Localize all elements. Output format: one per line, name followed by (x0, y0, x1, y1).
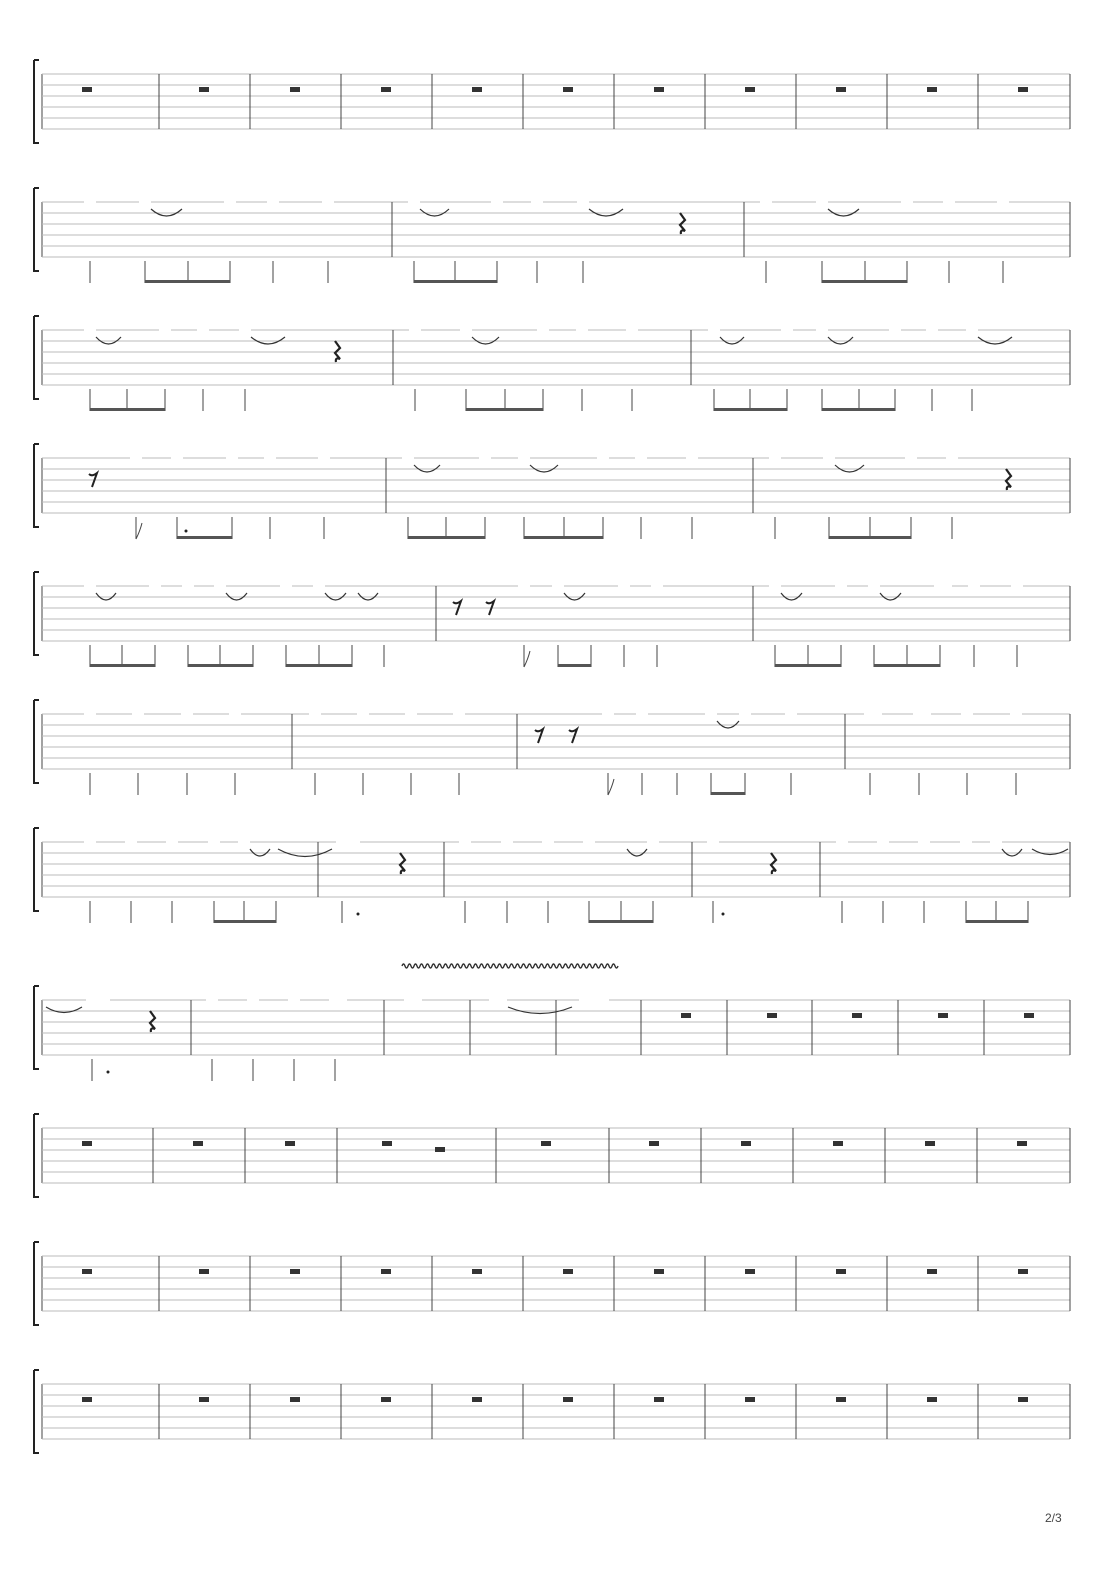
whole-rest (472, 1269, 482, 1274)
fret-background (946, 451, 958, 464)
system-bracket (34, 1242, 39, 1325)
whole-rest (836, 87, 846, 92)
whole-rest (1018, 1269, 1028, 1274)
system-bracket (34, 572, 39, 655)
fret-background (405, 707, 417, 720)
fret-background (769, 451, 781, 464)
whole-rest (767, 1013, 777, 1018)
fret-background (705, 707, 717, 720)
fret-background (226, 451, 238, 464)
beam (558, 664, 591, 667)
fret-background (618, 579, 630, 592)
dot (357, 913, 360, 916)
fret-background (309, 707, 321, 720)
beam (466, 408, 543, 411)
beam (775, 664, 841, 667)
fret-background (926, 323, 938, 336)
fret-background (130, 451, 142, 464)
system-bracket (34, 986, 39, 1069)
tie (1032, 849, 1068, 855)
fret-background (864, 707, 882, 720)
note-flag (136, 523, 142, 539)
whole-rest (193, 1141, 203, 1146)
fret-background (537, 323, 549, 336)
fret-background (267, 195, 279, 208)
beam (214, 920, 276, 923)
whole-rest (1017, 1141, 1027, 1146)
fret-background (166, 835, 178, 848)
page-number: 2/3 (1045, 1511, 1062, 1525)
beam (966, 920, 1028, 923)
fret-background (836, 835, 848, 848)
whole-rest (472, 87, 482, 92)
fret-background (409, 323, 421, 336)
system-bracket (34, 188, 39, 271)
whole-rest (654, 1397, 664, 1402)
whole-rest (1018, 87, 1028, 92)
whole-rest (649, 1141, 659, 1146)
fret-background (208, 835, 220, 848)
beam (286, 664, 352, 667)
whole-rest (654, 1269, 664, 1274)
fret-background (943, 195, 955, 208)
fret-background (329, 993, 347, 1006)
beam (90, 408, 165, 411)
whole-rest (745, 1269, 755, 1274)
fret-background (460, 323, 472, 336)
whole-rest (927, 87, 937, 92)
beam (822, 408, 895, 411)
whole-rest (1024, 1013, 1034, 1018)
fret-background (159, 323, 171, 336)
fret-background (238, 835, 250, 848)
fret-background (84, 195, 96, 208)
tie (46, 1007, 82, 1013)
beam (829, 536, 911, 539)
note-flag (608, 779, 614, 795)
fret-background (182, 579, 194, 592)
whole-rest (927, 1269, 937, 1274)
fret-background (336, 835, 360, 848)
whole-rest (199, 1269, 209, 1274)
vibrato-wave (402, 964, 618, 968)
whole-rest (82, 1397, 92, 1402)
fret-background (686, 451, 698, 464)
beam (408, 536, 485, 539)
system-bracket (34, 316, 39, 399)
fret-background (489, 993, 507, 1006)
fret-background (171, 451, 183, 464)
fret-background (313, 579, 325, 592)
fret-background (651, 579, 663, 592)
whole-rest (199, 1397, 209, 1402)
fret-background (918, 835, 930, 848)
fret-background (901, 195, 913, 208)
fret-background (479, 451, 491, 464)
fret-background (84, 323, 96, 336)
fret-background (84, 835, 96, 848)
fret-background (597, 451, 609, 464)
beam (145, 280, 230, 283)
whole-rest (654, 87, 664, 92)
fret-background (453, 707, 465, 720)
fret-background (823, 451, 835, 464)
whole-rest (290, 87, 300, 92)
fret-background (905, 451, 917, 464)
fret-background (576, 323, 588, 336)
fret-background (785, 707, 797, 720)
whole-rest (381, 87, 391, 92)
beam (414, 280, 497, 283)
system-bracket (34, 444, 39, 527)
fret-background (1011, 579, 1023, 592)
whole-rest (199, 87, 209, 92)
whole-rest (82, 1269, 92, 1274)
fret-background (889, 323, 901, 336)
fret-background (132, 707, 144, 720)
whole-rest (1018, 1397, 1028, 1402)
fret-background (760, 195, 772, 208)
fret-background (583, 835, 595, 848)
dot (185, 530, 188, 533)
whole-rest (927, 1397, 937, 1402)
fret-background (835, 579, 847, 592)
whole-rest (382, 1141, 392, 1146)
whole-rest (852, 1013, 862, 1018)
whole-rest (836, 1269, 846, 1274)
whole-rest (833, 1141, 843, 1146)
fret-background (961, 707, 973, 720)
fret-background (518, 579, 530, 592)
fret-background (214, 579, 226, 592)
beam (822, 280, 907, 283)
fret-background (459, 835, 471, 848)
fret-background (84, 707, 96, 720)
whole-rest (381, 1269, 391, 1274)
fret-background (280, 579, 292, 592)
fret-background (239, 323, 251, 336)
fret-background (990, 835, 1002, 848)
fret-background (139, 195, 151, 208)
beam (711, 792, 745, 795)
fret-background (769, 579, 781, 592)
beam (874, 664, 940, 667)
fret-background (84, 579, 96, 592)
fret-background (402, 451, 414, 464)
fret-background (913, 707, 931, 720)
system-bracket (34, 60, 39, 143)
fret-background (552, 579, 564, 592)
fret-background (960, 835, 972, 848)
beam (589, 920, 653, 923)
fret-background (739, 707, 751, 720)
fret-background (125, 835, 137, 848)
fret-background (1010, 707, 1022, 720)
fret-background (579, 993, 609, 1006)
whole-rest (285, 1141, 295, 1146)
fret-background (86, 993, 110, 1006)
whole-rest (745, 87, 755, 92)
tie (508, 1007, 572, 1014)
beam (90, 664, 155, 667)
fret-background (318, 451, 330, 464)
fret-background (322, 195, 334, 208)
dot (107, 1071, 110, 1074)
fret-background (577, 195, 589, 208)
fret-background (816, 323, 828, 336)
system-bracket (34, 828, 39, 911)
fret-background (816, 195, 828, 208)
whole-rest (290, 1269, 300, 1274)
beam (524, 536, 603, 539)
whole-rest (82, 1141, 92, 1146)
fret-background (636, 707, 648, 720)
fret-background (602, 707, 614, 720)
fret-background (197, 323, 209, 336)
fret-background (518, 451, 530, 464)
fret-background (626, 323, 638, 336)
fret-background (404, 993, 422, 1006)
whole-rest (472, 1397, 482, 1402)
fret-background (968, 579, 980, 592)
system-bracket (34, 700, 39, 783)
whole-rest (745, 1397, 755, 1402)
fret-background (635, 451, 647, 464)
fret-background (181, 707, 193, 720)
whole-rest (563, 87, 573, 92)
fret-background (542, 835, 554, 848)
whole-rest (541, 1141, 551, 1146)
fret-background (149, 579, 161, 592)
fret-background (206, 993, 218, 1006)
beam (188, 664, 253, 667)
fret-background (491, 195, 503, 208)
whole-rest (938, 1013, 948, 1018)
fret-background (531, 195, 543, 208)
fret-background (997, 195, 1009, 208)
whole-rest (741, 1141, 751, 1146)
whole-rest (82, 87, 92, 92)
fret-background (707, 835, 719, 848)
fret-background (868, 579, 880, 592)
whole-rest (563, 1397, 573, 1402)
fret-background (264, 451, 276, 464)
fret-background (357, 707, 369, 720)
note-flag (524, 651, 530, 667)
whole-rest (836, 1397, 846, 1402)
whole-rest (435, 1147, 445, 1152)
fret-background (224, 195, 236, 208)
whole-rest (681, 1013, 691, 1018)
whole-rest (290, 1397, 300, 1402)
whole-rest (563, 1269, 573, 1274)
fret-background (877, 835, 889, 848)
beam (177, 536, 232, 539)
beam (714, 408, 787, 411)
fret-background (288, 993, 300, 1006)
fret-background (966, 323, 978, 336)
fret-background (247, 993, 259, 1006)
system-bracket (34, 1114, 39, 1197)
system-bracket (34, 1370, 39, 1453)
whole-rest (381, 1397, 391, 1402)
fret-background (708, 323, 720, 336)
fret-background (408, 195, 420, 208)
whole-rest (925, 1141, 935, 1146)
fret-background (501, 835, 513, 848)
fret-background (781, 323, 793, 336)
fret-background (229, 707, 241, 720)
fret-background (647, 835, 659, 848)
dot (722, 913, 725, 916)
fret-background (934, 579, 952, 592)
